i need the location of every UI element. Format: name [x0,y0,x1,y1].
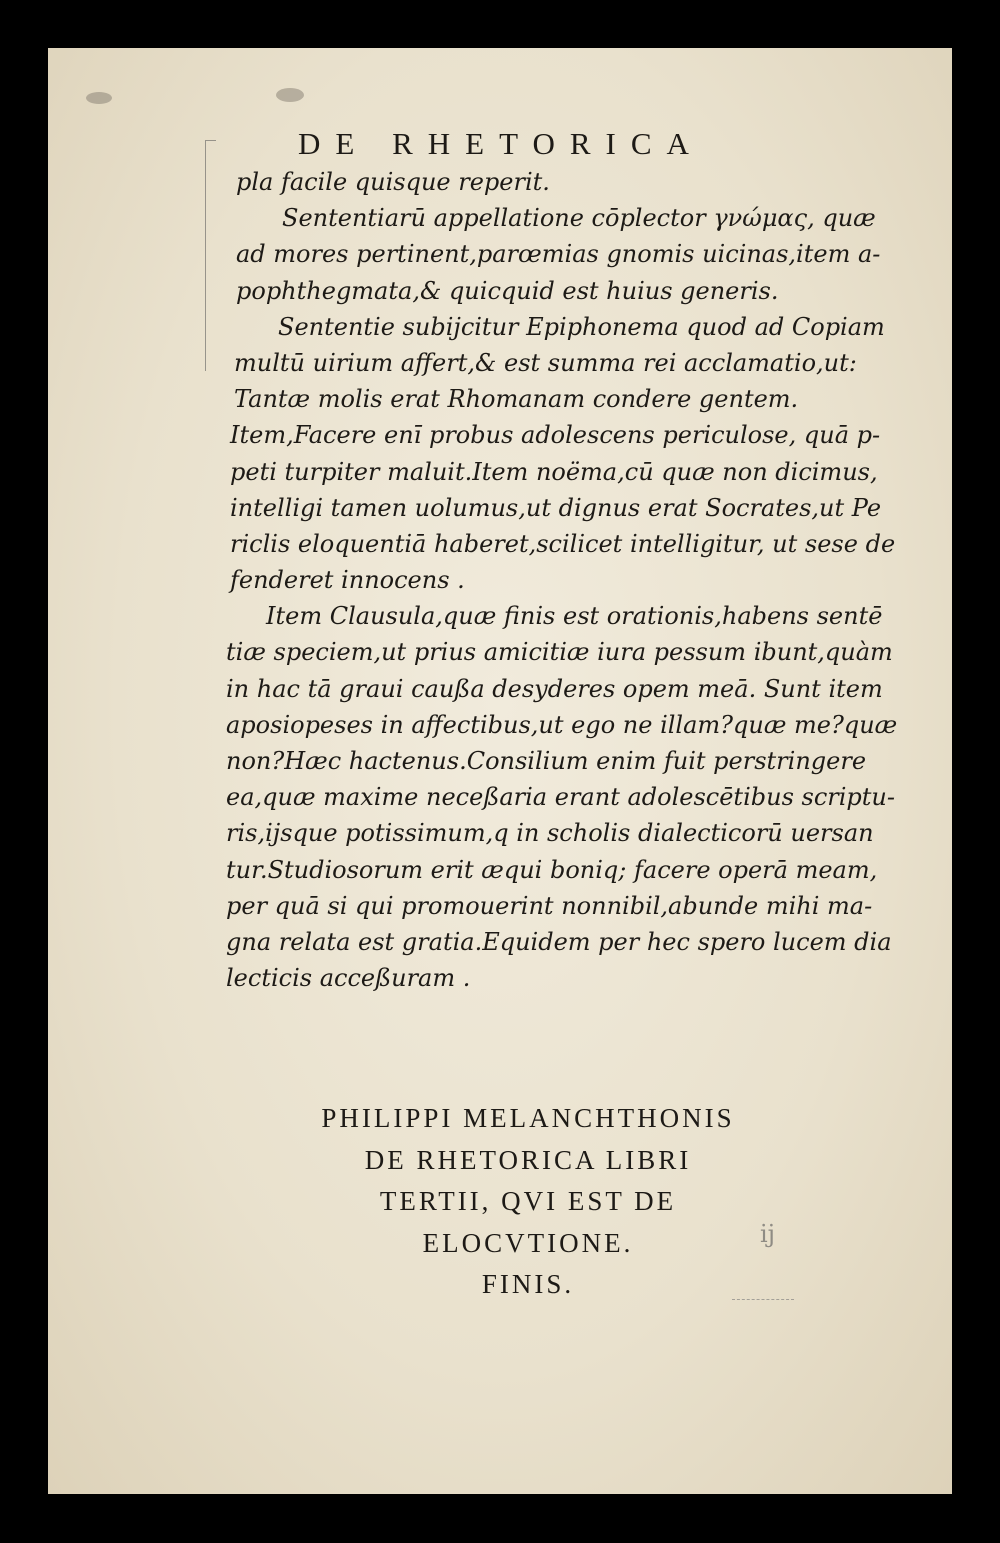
text-line: Item Clausula,quæ finis est orationis,habens sentē [266,602,883,631]
text-line: Sententiarū appellatione cōplector γνώμας, quæ [282,204,876,233]
bleed-through-rule [732,1299,794,1300]
colophon-line: ELOCVTIONE. [422,1227,634,1258]
text-line: Item,Facere enī probus adolescens periculose, quā p- [230,421,881,450]
body-text [226,164,898,996]
colophon-line: TERTII, QVI EST DE [379,1186,677,1216]
text-line: fenderet innocens . [230,566,465,595]
text-line: Tantæ molis erat Rhomanam condere gentem. [234,385,799,414]
margin-bracket [205,140,216,371]
text-line: non?Hæc hactenus.Consilium enim fuit perstringere [226,747,867,775]
colophon [248,1098,808,1306]
text-line: lecticis acceßuram . [226,964,471,993]
bleed-through-mark: ij [760,1220,776,1248]
text-line: in hac tā graui caußa desyderes opem meā. Sunt item [226,674,883,703]
text-line: gna relata est gratia.Equidem per hec spero lucem dia [226,927,892,956]
text-line: pla facile quisque reperit. [236,168,550,196]
running-head: DE RHETORICA [298,126,704,161]
text-line: multū uirium affert,& est summa rei acclamatio,ut: [234,348,857,377]
colophon-line: PHILIPPI MELANCHTHONIS [321,1103,735,1133]
text-line: ea,quæ maxime neceßaria erant adolescētibus scriptu- [226,783,895,812]
ink-smudge-left [86,92,112,104]
text-line: ad mores pertinent,parœmias gnomis uicinas,item a- [236,240,881,269]
text-line: Sententie subijcitur Epiphonema quod ad Copiam [278,312,885,341]
text-line: ris,ijsque potissimum,q in scholis dialecticorū uersan [226,819,874,848]
text-line: aposiopeses in affectibus,ut ego ne illam?quæ me?quæ [226,710,898,739]
colophon-line: DE RHETORICA LIBRI [364,1144,692,1175]
book-page [48,48,952,1494]
ink-smudge-right [276,88,304,102]
text-line: intelligi tamen uolumus,ut dignus erat Socrates,ut Pe [230,493,882,522]
colophon-line: FINIS. [481,1269,575,1299]
text-line: tiæ speciem,ut prius amicitiæ iura pessum ibunt,quàm [226,638,893,667]
text-line: riclis eloquentiā haberet,scilicet intelligitur, ut sese de [230,529,896,558]
text-line: per quā si qui promouerint nonnibil,abunde mihi ma- [226,891,873,920]
text-line: peti turpiter maluit.Item noëma,cū quæ non dicimus, [230,457,878,486]
text-line: tur.Studiosorum erit æqui boniq; facere operā meam, [226,855,878,884]
text-line: pophthegmata,& quicquid est huius generis. [236,276,779,305]
